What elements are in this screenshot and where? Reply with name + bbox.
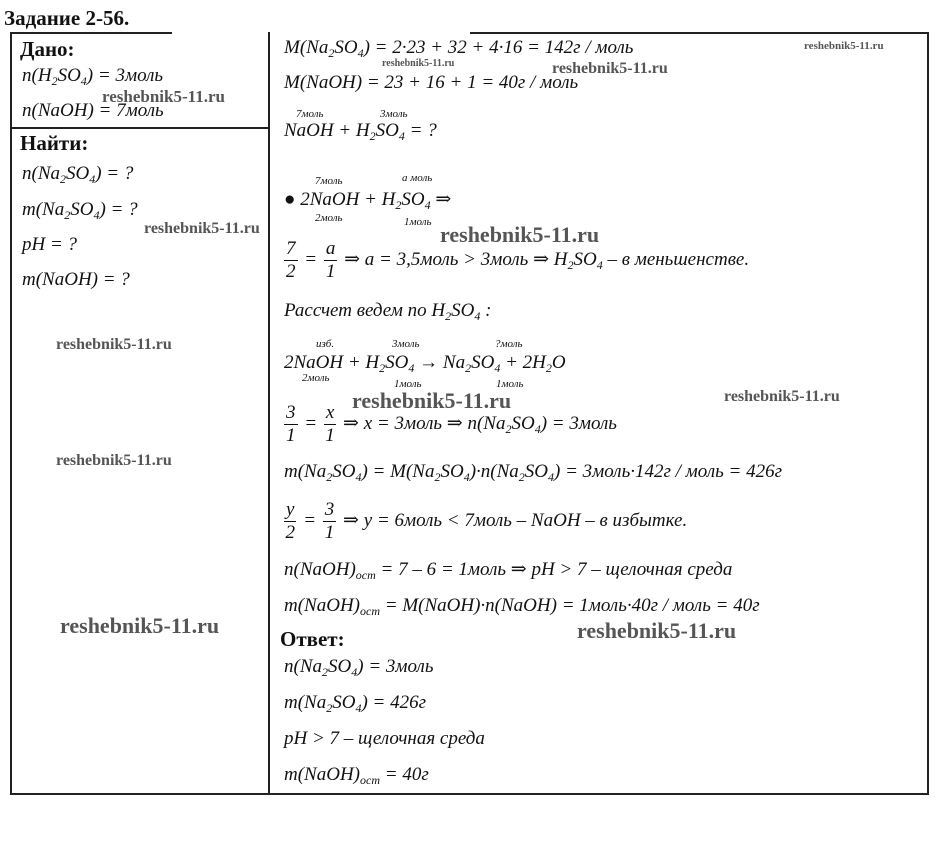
watermark: reshebnik5-11.ru: [552, 60, 668, 77]
eq2-coef-h2so4-bottom: 1моль: [404, 216, 432, 228]
eq3-top-naoh: изб.: [316, 338, 335, 350]
eq1-coef-naoh: 7моль: [296, 108, 324, 120]
eq2-coef-naoh-top: 7моль: [315, 175, 343, 187]
ratio-2: $\frac{3}{1}$ = $\frac{x}{1}$ ⇒ x = 3моль ⇒ $n(Na_2SO_4)$ = 3моль: [286, 402, 617, 446]
watermark: reshebnik5-11.ru: [382, 58, 455, 69]
watermark: reshebnik5-11.ru: [440, 222, 600, 247]
column-divider: [268, 32, 270, 794]
eq3-bottom-h2so4: 1моль: [394, 378, 422, 390]
eq2-coef-h2so4-top: a моль: [402, 172, 433, 184]
eq3-bottom-na2so4: 1моль: [496, 378, 524, 390]
answer-n-na2so4: $n(Na_2SO_4)$ = 3моль: [284, 656, 434, 679]
given-n-naoh: n(NaOH) = 7моль: [22, 100, 164, 121]
top-border-left: [10, 32, 172, 34]
ratio-3: $\frac{y}{2}$ = $\frac{3}{1}$ ⇒ y = 6моль < 7моль – NaOH – в избытке.: [285, 499, 688, 543]
answer-ph: pH > 7 – щелочная среда: [284, 728, 485, 749]
watermark: reshebnik5-11.ru: [724, 388, 840, 405]
top-border-right: [470, 32, 928, 34]
equation-3: 2NaOH + $H_2SO_4 \to Na_2SO_4 + 2H_2O$: [284, 352, 566, 375]
eq3-top-na2so4: ?моль: [495, 338, 523, 350]
ratio-1: $\frac{7}{2}$ = $\frac{a}{1}$ ⇒ a = 3,5моль > 3моль ⇒ $H_2SO_4$ – в меньшенстве.: [286, 238, 750, 282]
right-border: [927, 32, 929, 794]
mass-naoh-rest-line: $m(NaOH)_{ост}$ = M(NaOH)·n(NaOH) = 1моль·40г / моль = 40г: [284, 595, 760, 618]
eq2-coef-naoh-bottom: 2моль: [315, 212, 343, 224]
watermark: reshebnik5-11.ru: [352, 388, 512, 413]
answer-header: Ответ:: [280, 627, 345, 651]
molar-mass-na2so4: $M(Na_2SO_4) = 2\cdot 23 + 32 + 4\cdot 16 = 142г$ / моль: [284, 37, 634, 60]
watermark: reshebnik5-11.ru: [577, 618, 737, 643]
eq3-top-h2so4: 3моль: [392, 338, 420, 350]
page-title: Задание 2-56.: [4, 6, 130, 30]
find-n-na2so4: $n(Na_2SO_4)$ = ?: [22, 163, 134, 186]
answer-m-naoh: $m(NaOH)_{ост} = 40г$: [284, 764, 429, 787]
watermark: reshebnik5-11.ru: [56, 336, 172, 353]
watermark: reshebnik5-11.ru: [804, 40, 884, 52]
find-m-na2so4: $m(Na_2SO_4)$ = ?: [22, 199, 138, 222]
left-border: [10, 32, 12, 794]
molar-mass-naoh: M(NaOH) = 23 + 16 + 1 = 40г / моль: [284, 72, 579, 93]
watermark: reshebnik5-11.ru: [144, 220, 260, 237]
eq1-coef-h2so4: 3моль: [380, 108, 408, 120]
given-n-h2so4: $n(H_2SO_4)$ = 3моль: [22, 65, 164, 88]
bottom-border: [10, 793, 929, 795]
answer-m-na2so4: $m(Na_2SO_4) = 426г$: [284, 692, 427, 715]
watermark: reshebnik5-11.ru: [60, 613, 220, 638]
watermark: reshebnik5-11.ru: [56, 452, 172, 469]
given-divider: [10, 127, 269, 129]
naoh-rest-line: $n(NaOH)_{ост} = 7 - 6$ = 1моль ⇒ pH > 7 – щелочная среда: [284, 559, 733, 582]
find-ph: pH = ?: [22, 234, 78, 255]
mass-na2so4-line: $m(Na_2SO_4) = M(Na_2SO_4)\cdot n(Na_2SO_4)$ = 3моль·142г / моль = 426г: [284, 461, 782, 484]
given-header: Дано:: [20, 37, 75, 61]
eq3-bottom-naoh: 2моль: [302, 372, 330, 384]
calc-note: Рассчет ведем по $H_2SO_4$ :: [284, 300, 492, 323]
find-m-naoh: m(NaOH) = ?: [22, 269, 130, 290]
equation-2: ● 2NaOH + $H_2SO_4$ ⇒: [284, 189, 452, 212]
watermark: reshebnik5-11.ru: [102, 87, 225, 106]
find-header: Найти:: [20, 131, 89, 155]
equation-1: NaOH + $H_2SO_4$ = ?: [284, 120, 437, 143]
